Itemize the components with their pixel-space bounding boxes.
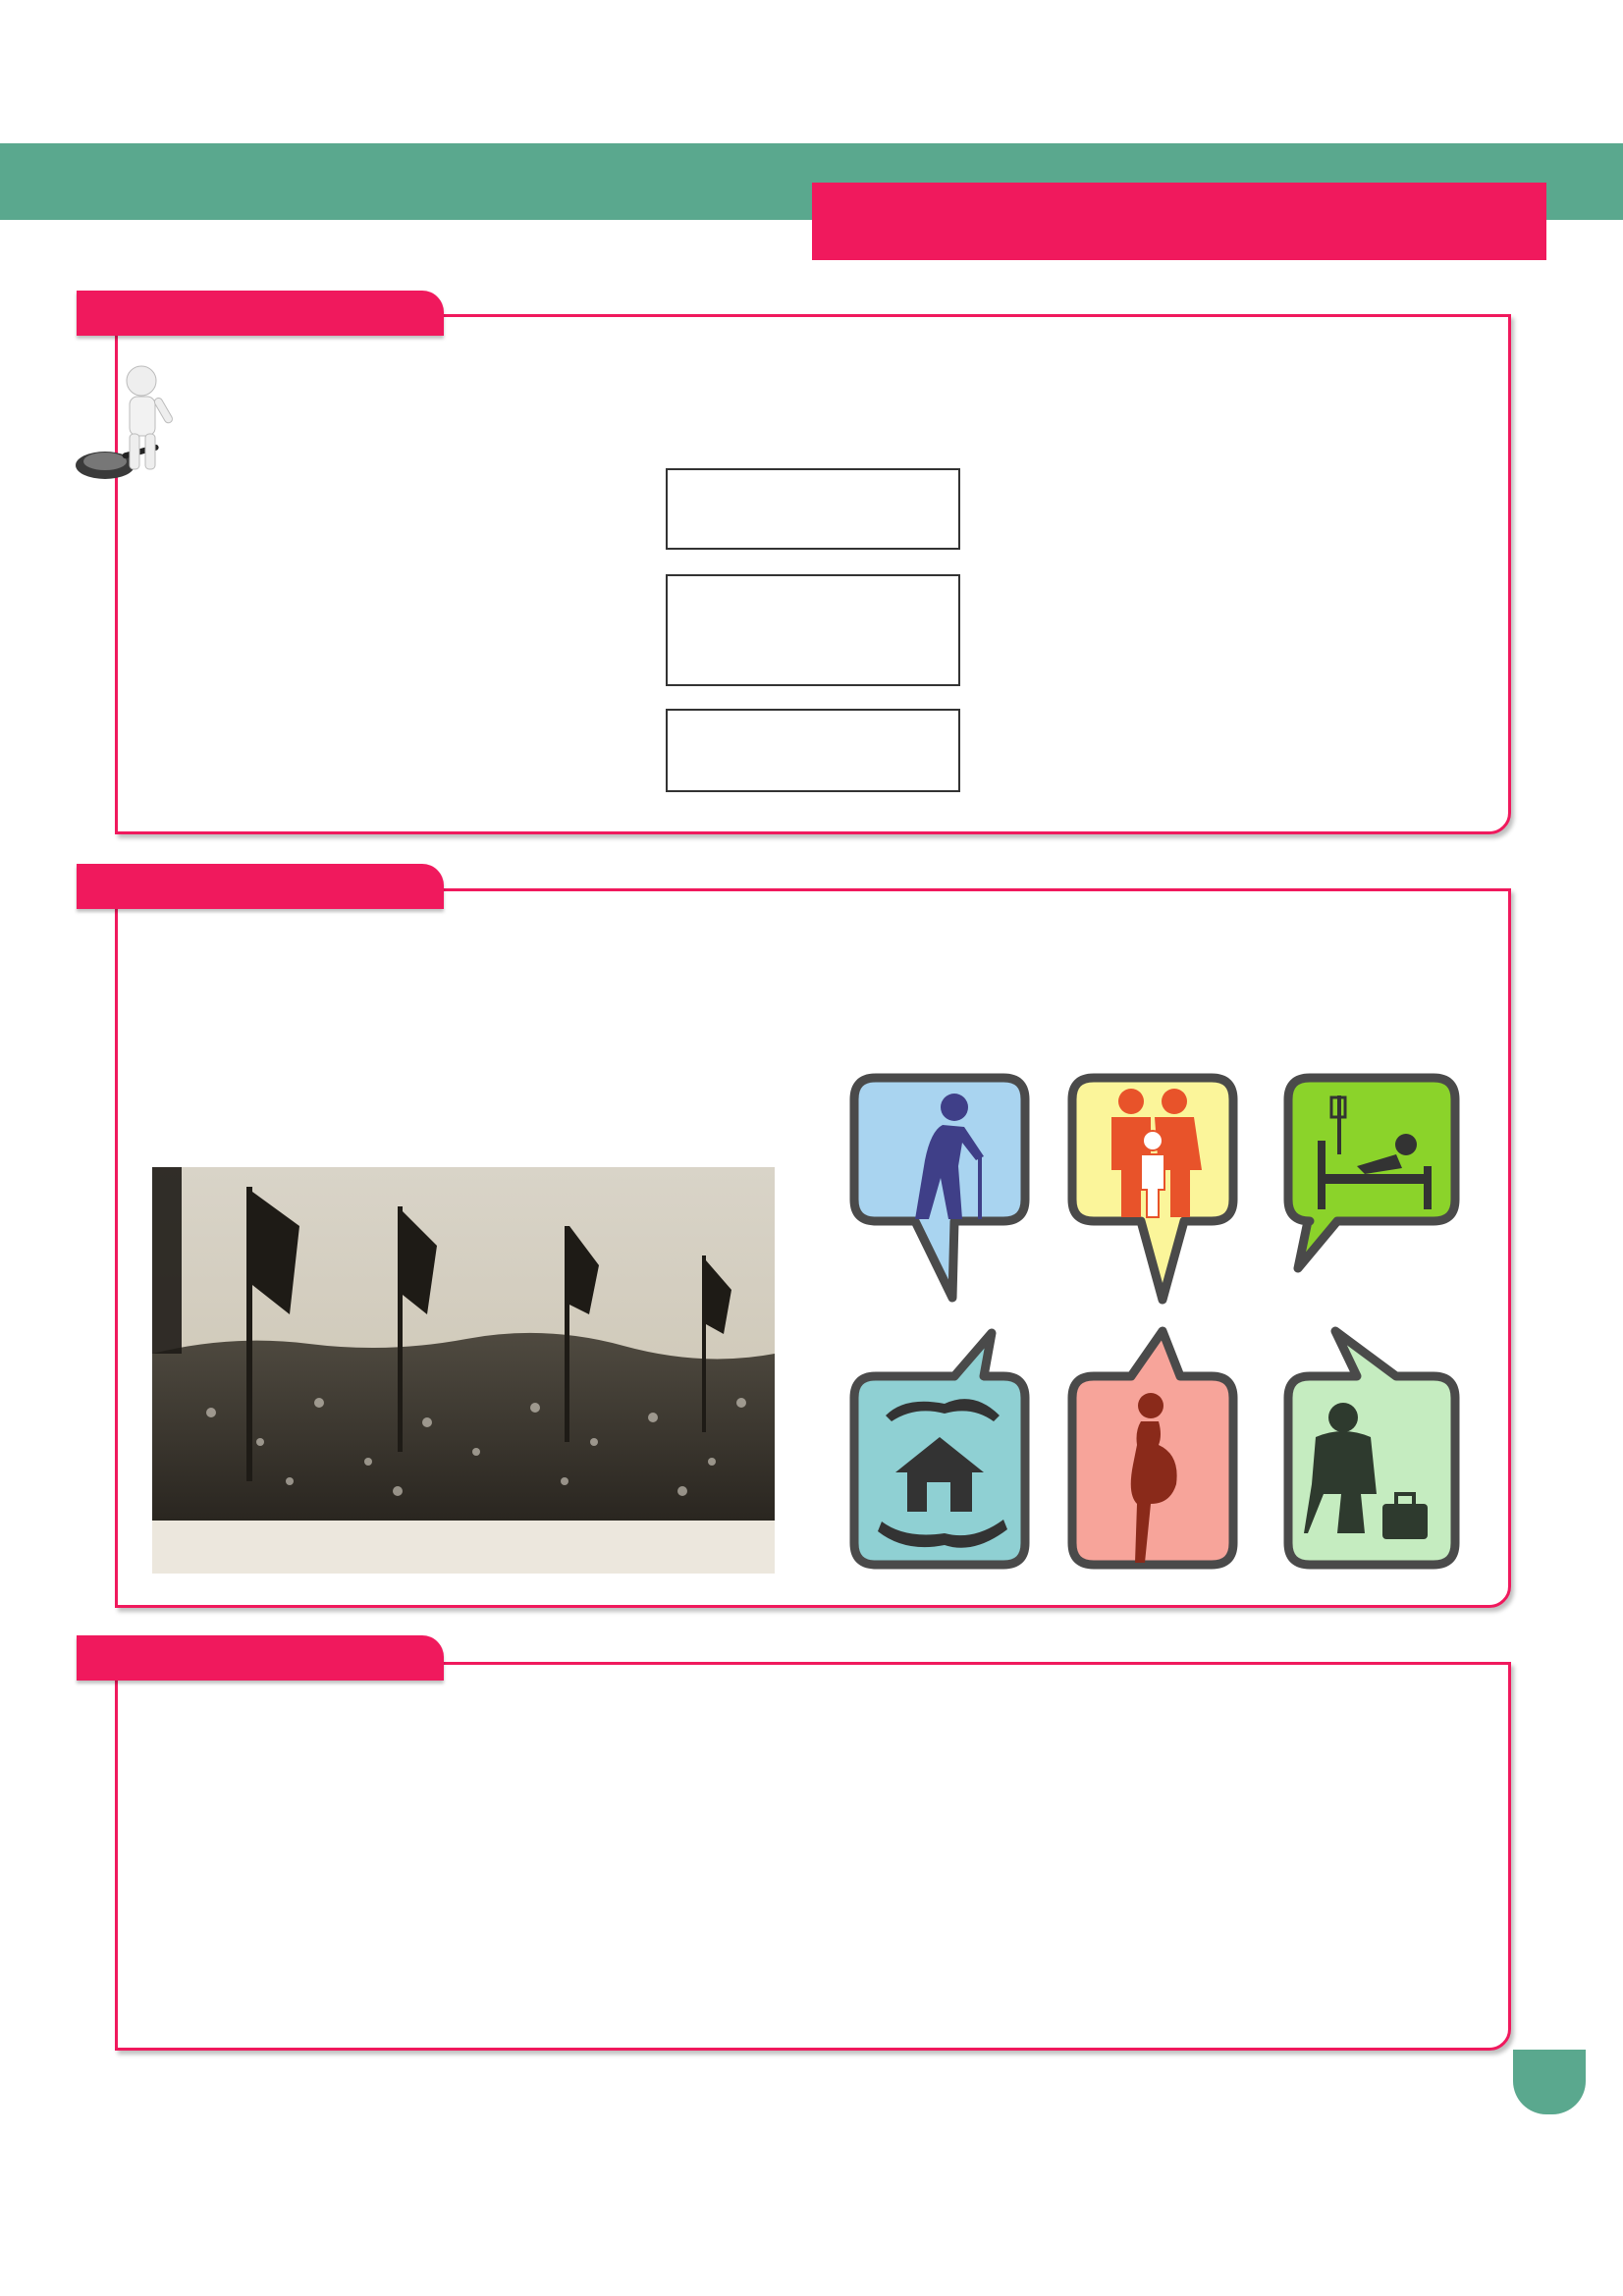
list-item [1052, 630, 1503, 664]
list-item [1052, 764, 1503, 797]
list-item [193, 463, 665, 497]
section-reviewed-tab [77, 291, 444, 336]
category-box-fundamental-duties [666, 709, 960, 792]
historical-photo-alba-iulia [152, 1167, 775, 1574]
list-item [193, 530, 665, 563]
list-item [1052, 664, 1503, 697]
list-item [1052, 730, 1503, 764]
page-number [1513, 2050, 1586, 2114]
list-item [1052, 697, 1503, 730]
list-item [1052, 497, 1503, 530]
list-item [193, 630, 665, 664]
hospital-bed-icon [1288, 1078, 1455, 1268]
social-icons-grid [846, 1072, 1475, 1582]
list-item [1052, 563, 1503, 597]
list-item [193, 597, 665, 630]
list-item [193, 764, 665, 797]
list-item [193, 697, 665, 730]
house-in-hands-icon [854, 1333, 1025, 1565]
right-item-list [1052, 463, 1503, 797]
family-icon [1072, 1078, 1233, 1300]
list-item [1052, 597, 1503, 630]
unemployed-person-icon [1288, 1331, 1455, 1565]
left-item-list [193, 463, 665, 797]
section-active-citizen-tab [77, 1635, 444, 1681]
elderly-person-icon [854, 1078, 1025, 1298]
category-box-constitutional-principles [666, 468, 960, 550]
list-item [193, 664, 665, 697]
section-understood-tab [77, 864, 444, 909]
list-item [193, 497, 665, 530]
list-item [193, 730, 665, 764]
question-1-reviewed [154, 354, 1470, 388]
list-item [193, 563, 665, 597]
list-item [1052, 463, 1503, 497]
pregnant-woman-icon [1072, 1331, 1233, 1565]
category-box-fundamental-rights [666, 574, 960, 686]
page-title-box [812, 183, 1546, 260]
list-item [1052, 530, 1503, 563]
section-active-citizen-frame [115, 1662, 1511, 2051]
